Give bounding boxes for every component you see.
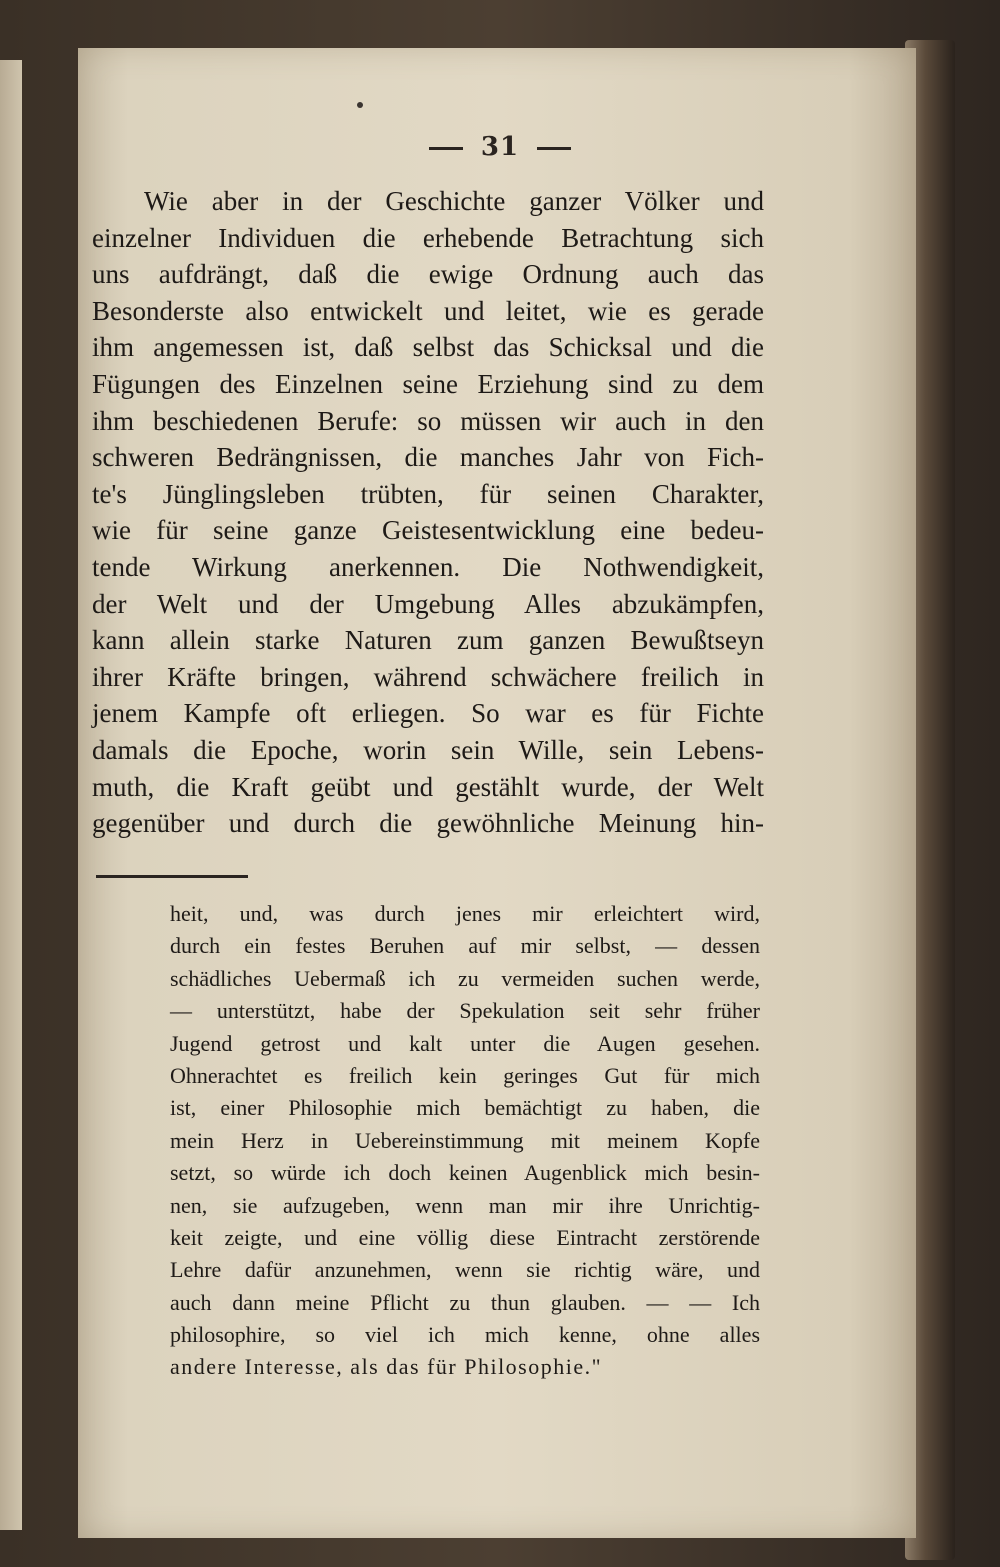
ink-speck <box>357 102 363 108</box>
footnote-line: schädliches Uebermaß ich zu vermeiden suchen werde, <box>170 965 760 991</box>
body-line: wie für seine ganze Geistesentwicklung eine bedeu- <box>92 515 764 546</box>
body-line: Besonderste also entwickelt und leitet, wie es gerade <box>92 295 764 326</box>
body-line: jenem Kampfe oft erliegen. So war es für Fichte <box>92 698 764 729</box>
page-number-dash-right <box>537 147 571 150</box>
body-line: schweren Bedrängnissen, die manches Jahr von Fich- <box>92 442 764 473</box>
body-line: uns aufdrängt, daß die ewige Ordnung auch das <box>92 259 764 290</box>
main-body-text <box>92 183 764 842</box>
body-line: kann allein starke Naturen zum ganzen Bewußtseyn <box>92 625 764 656</box>
footnote-line: mein Herz in Uebereinstimmung mit meinem Kopfe <box>170 1127 760 1153</box>
body-line: ihm beschiedenen Berufe: so müssen wir auch in den <box>92 405 764 436</box>
footnote-line: andere Interesse, als das für Philosophie." <box>170 1354 603 1380</box>
body-line: te's Jünglingsleben trübten, für seinen Charakter, <box>92 478 764 509</box>
body-line: der Welt und der Umgebung Alles abzukämpfen, <box>92 588 764 619</box>
body-line: tende Wirkung anerkennen. Die Nothwendigkeit, <box>92 551 764 582</box>
body-line: damals die Epoche, worin sein Wille, sein Lebens- <box>92 734 764 765</box>
page-number <box>0 132 1000 162</box>
footnote-line: nen, sie aufzugeben, wenn man mir ihre Unrichtig- <box>170 1192 760 1218</box>
footnote-separator <box>96 875 248 878</box>
footnote-line: — unterstützt, habe der Spekulation seit sehr früher <box>170 998 760 1024</box>
footnote-text <box>170 898 760 1384</box>
footnote-line: philosophire, so viel ich mich kenne, ohne alles <box>170 1322 760 1348</box>
footnote-line: setzt, so würde ich doch keinen Augenblick mich besin- <box>170 1160 760 1186</box>
page-number-dash-left <box>429 147 463 150</box>
footnote-line: Jugend getrost und kalt unter die Augen gesehen. <box>170 1030 760 1056</box>
body-line: gegenüber und durch die gewöhnliche Meinung hin- <box>92 808 764 839</box>
footnote-line: ist, einer Philosophie mich bemächtigt zu haben, die <box>170 1095 760 1121</box>
footnote-line: keit zeigte, und eine völlig diese Eintracht zerstörende <box>170 1224 760 1250</box>
footnote-line: heit, und, was durch jenes mir erleichtert wird, <box>170 901 760 926</box>
body-line: muth, die Kraft geübt und gestählt wurde, der Welt <box>92 771 764 802</box>
footnote-line: Lehre dafür anzunehmen, wenn sie richtig wäre, und <box>170 1257 760 1283</box>
body-line: Fügungen des Einzelnen seine Erziehung sind zu dem <box>92 368 764 399</box>
body-line: ihrer Kräfte bringen, während schwächere freilich in <box>92 661 764 692</box>
footnote-line: auch dann meine Pflicht zu thun glauben. — — Ich <box>170 1289 760 1315</box>
footnote-line: Ohnerachtet es freilich kein geringes Gut für mich <box>170 1062 760 1088</box>
facing-page-edge <box>0 60 22 1530</box>
body-line: Wie aber in der Geschichte ganzer Völker und <box>144 186 764 216</box>
body-line: einzelner Individuen die erhebende Betrachtung sich <box>92 222 764 253</box>
page-number-value: 31 <box>480 132 520 162</box>
footnote-line: durch ein festes Beruhen auf mir selbst, — dessen <box>170 933 760 959</box>
body-line: ihm angemessen ist, daß selbst das Schicksal und die <box>92 332 764 363</box>
